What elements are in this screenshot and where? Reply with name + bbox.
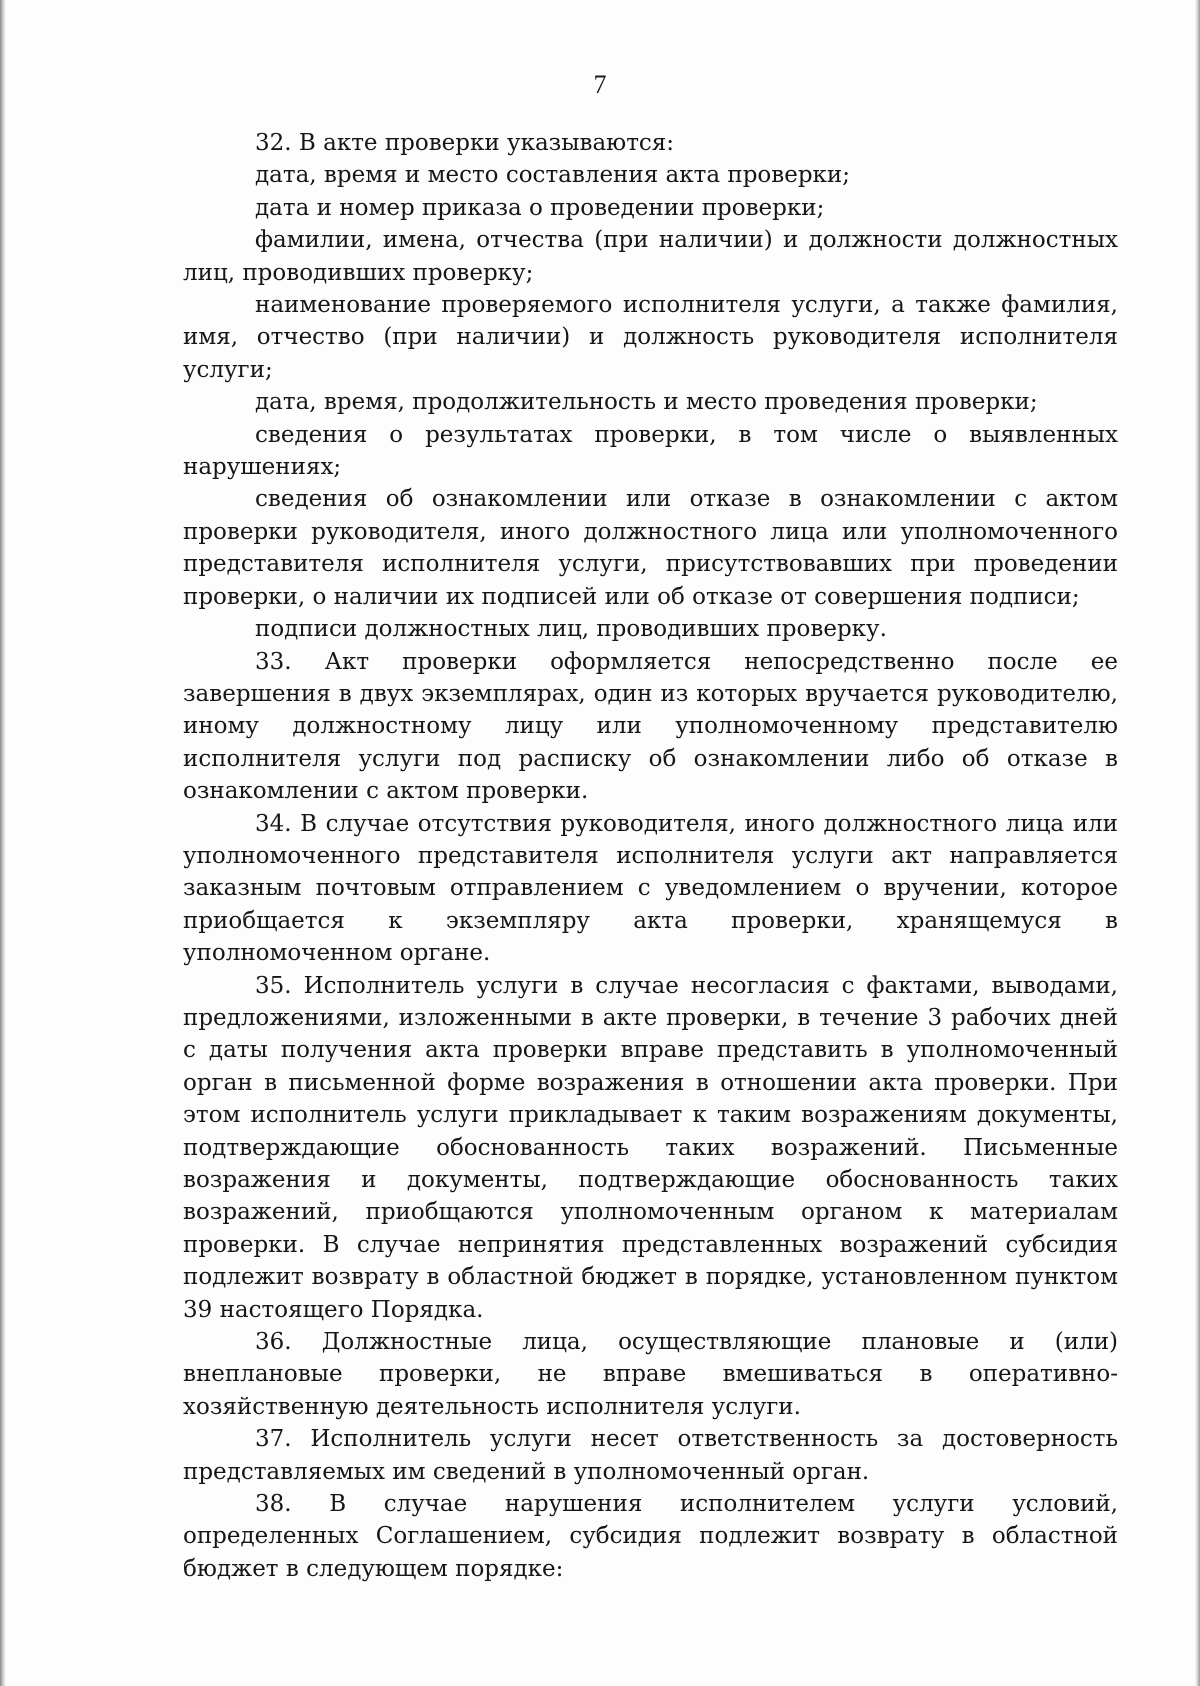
paragraph-38: 38. В случае нарушения исполнителем услуги условий, определенных Соглашением, субсидия подлежит возврату в областной бюджет в следующем порядке:	[183, 1491, 1118, 1582]
paragraph-item: дата, время и место составления акта проверки;	[255, 162, 851, 189]
paragraph-item: дата, время, продолжительность и место проведения проверки;	[255, 389, 1038, 416]
paragraph-32-heading: 32. В акте проверки указываются:	[255, 130, 675, 156]
paragraph-item: дата и номер приказа о проведении проверки;	[255, 194, 825, 221]
paragraph-35: 35. Исполнитель услуги в случае несогласия с фактами, выводами, предложениями, изложенными в акте проверки, в течение 3 рабочих дней с даты получения акта проверки вправе представить в уполномоченный орган в письменной форме возражения в отношении акта проверки. При этом исполнитель услуги прикладывает к таким возражениям документы, подтверждающие обоснованность таких возражений. Письменные возражения и документы, подтверждающие обоснованность таких возражений, приобщаются уполномоченным органом к материалам проверки. В случае непринятия представленных возражений субсидия подлежит возврату в областной бюджет в порядке, установленном пунктом 39 настоящего Порядка.	[183, 972, 1118, 1323]
paragraph-item: наименование проверяемого исполнителя услуги, а также фамилия, имя, отчество (при наличии) и должность руководителя исполнителя услуги;	[183, 292, 1118, 383]
paragraph-36: 36. Должностные лица, осуществляющие плановые и (или) внеплановые проверки, не вправе вмешиваться в оперативно-хозяйственную деятельность исполнителя услуги.	[183, 1329, 1118, 1420]
scan-edge-right	[1195, 0, 1200, 1686]
scan-edge-left	[0, 0, 6, 1686]
paragraph-33: 33. Акт проверки оформляется непосредственно после ее завершения в двух экземплярах, один из которых вручается руководителю, иному должностному лицу или уполномоченному представителю исполнителя услуги под расписку об ознакомлении либо об отказе в ознакомлении с актом проверки.	[183, 648, 1118, 805]
paragraph-item: сведения об ознакомлении или отказе в ознакомлении с актом проверки руководителя, иного должностного лица или уполномоченного представителя исполнителя услуги, присутствовавших при проведении проверки, о наличии их подписей или об отказе от совершения подписи;	[183, 486, 1118, 610]
paragraph-item: подписи должностных лиц, проводивших проверку.	[255, 616, 887, 643]
paragraph-item: сведения о результатах проверки, в том числе о выявленных нарушениях;	[183, 421, 1118, 481]
paragraph-37: 37. Исполнитель услуги несет ответственность за достоверность представляемых им сведений в уполномоченный орган.	[183, 1426, 1118, 1485]
page-number: 7	[593, 70, 607, 99]
paragraph-item: фамилии, имена, отчества (при наличии) и должности должностных лиц, проводивших проверку;	[183, 227, 1118, 286]
document-body	[183, 127, 1118, 1585]
paragraph-34: 34. В случае отсутствия руководителя, иного должностного лица или уполномоченного представителя исполнителя услуги акт направляется заказным почтовым отправлением с уведомлением о вручении, которое приобщается к экземпляру акта проверки, хранящемуся в уполномоченном органе.	[183, 810, 1118, 967]
